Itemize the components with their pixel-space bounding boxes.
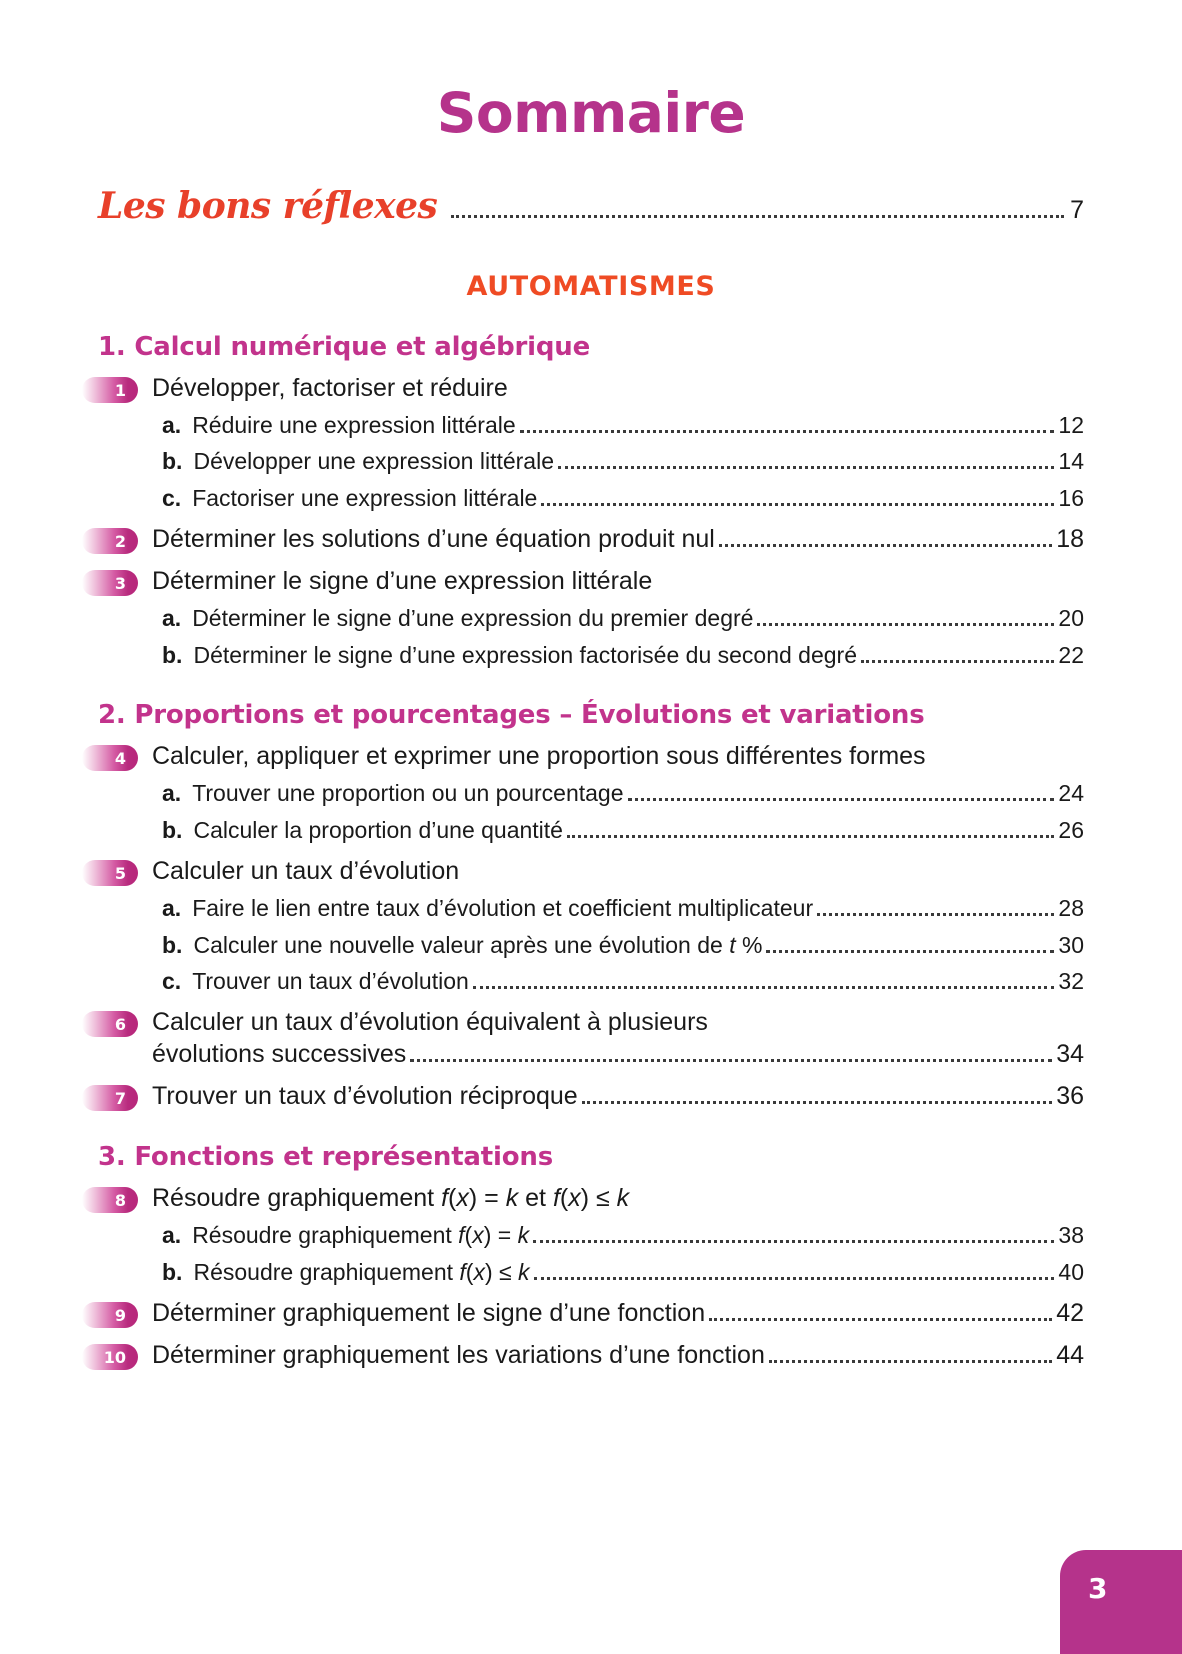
entry-body — [152, 1297, 1084, 1329]
toc-entry[interactable] — [82, 855, 1084, 887]
dot-leader — [567, 834, 1054, 838]
toc-entry[interactable] — [82, 740, 1084, 772]
entry-page-number: 40 — [1058, 1258, 1084, 1285]
entry-page-number: 34 — [1056, 1040, 1084, 1069]
entry-letter: a. — [162, 895, 182, 922]
entry-text: Calculer la proportion d’une quantité — [193, 816, 563, 843]
entry-number-badge: 10 — [82, 1344, 138, 1370]
subentry-body — [162, 1258, 1084, 1287]
toc-entry[interactable] — [82, 1297, 1084, 1329]
toc-entry[interactable] — [82, 1006, 1084, 1070]
entry-text: Calculer un taux d’évolution — [152, 857, 460, 886]
entry-letter: a. — [162, 780, 182, 807]
entry-body — [152, 1182, 1084, 1214]
entry-letter: b. — [162, 641, 183, 668]
toc-subentry[interactable] — [82, 447, 1084, 476]
dot-leader — [541, 502, 1054, 506]
dot-leader — [534, 1276, 1055, 1280]
entry-letter: a. — [162, 605, 182, 632]
entry-number-badge: 9 — [82, 1302, 138, 1328]
entry-text: Développer, factoriser et réduire — [152, 374, 508, 402]
dot-leader — [861, 659, 1054, 663]
toc-subentry[interactable] — [82, 1258, 1084, 1287]
entry-text: Trouver un taux d’évolution réciproque — [152, 1082, 578, 1111]
dot-leader — [558, 465, 1054, 469]
part-title: AUTOMATISMES — [466, 271, 716, 302]
entry-letter: a. — [162, 412, 182, 438]
entry-page-number: 22 — [1058, 641, 1084, 668]
page-title: Sommaire — [436, 81, 746, 145]
dot-leader — [817, 912, 1054, 916]
toc-entry[interactable] — [82, 523, 1084, 555]
toc-entry[interactable] — [82, 1080, 1084, 1112]
toc-subentry[interactable] — [82, 967, 1084, 996]
toc-subentry[interactable] — [82, 894, 1084, 923]
entry-letter: b. — [162, 448, 183, 475]
table-of-contents — [0, 332, 1182, 1371]
dot-leader — [533, 1239, 1054, 1243]
dot-leader — [520, 429, 1055, 433]
entry-text: Trouver un taux d’évolution — [192, 967, 469, 994]
dot-leader — [709, 1317, 1052, 1321]
subentry-body — [162, 641, 1084, 670]
chapter-heading: 3. Fonctions et représentations — [98, 1142, 553, 1173]
entry-body — [152, 855, 1084, 887]
dot-leader — [628, 797, 1055, 801]
toc-subentry[interactable] — [82, 779, 1084, 808]
intro-entry-page: 7 — [1070, 196, 1084, 224]
subentry-body — [162, 894, 1084, 923]
toc-subentry[interactable] — [82, 1221, 1084, 1250]
subentry-body — [162, 967, 1084, 996]
toc-entry[interactable] — [82, 372, 1084, 404]
entry-page-number: 16 — [1058, 484, 1084, 511]
dot-leader — [582, 1100, 1052, 1104]
entry-page-number: 28 — [1058, 895, 1084, 922]
entry-page-number: 42 — [1056, 1299, 1084, 1328]
entry-number-badge: 3 — [82, 570, 138, 596]
entry-letter: c. — [162, 484, 182, 511]
entry-body — [152, 1080, 1084, 1112]
entry-text: Factoriser une expression littérale — [192, 484, 538, 511]
toc-subentry[interactable] — [82, 931, 1084, 960]
dot-leader — [473, 985, 1055, 989]
entry-body — [152, 372, 1084, 404]
entry-text: Déterminer graphiquement les variations d’une fonction — [152, 1341, 765, 1370]
entry-text: Déterminer le signe d’une expression du premier degré — [192, 605, 754, 632]
dot-leader — [769, 1359, 1052, 1363]
entry-page-number: 44 — [1056, 1341, 1084, 1370]
entry-letter: b. — [162, 1258, 183, 1285]
subentry-body — [162, 931, 1084, 960]
entry-page-number: 32 — [1058, 967, 1084, 994]
toc-subentry[interactable] — [82, 484, 1084, 513]
page-number-value: 3 — [1088, 1572, 1108, 1605]
dot-leader — [719, 543, 1052, 547]
entry-page-number: 38 — [1058, 1222, 1084, 1249]
subentry-body — [162, 1221, 1084, 1250]
dot-leader — [757, 622, 1054, 626]
chapter-entries — [82, 372, 1084, 670]
entry-body — [152, 1006, 1084, 1070]
entry-page-number: 24 — [1058, 780, 1084, 807]
intro-entry-label: Les bons réflexes — [98, 185, 438, 227]
entry-text: Calculer un taux d’évolution équivalent à plusieurs — [152, 1008, 708, 1037]
entry-text: Résoudre graphiquement f(x) = k et f(x) ≤ k — [152, 1184, 630, 1213]
toc-entry[interactable] — [82, 565, 1084, 597]
entry-page-number: 18 — [1056, 525, 1084, 554]
entry-page-number: 30 — [1058, 931, 1084, 958]
toc-subentry[interactable] — [82, 641, 1084, 670]
entry-text: Réduire une expression littérale — [192, 412, 516, 438]
entry-letter: a. — [162, 1222, 182, 1249]
entry-number-badge: 7 — [82, 1085, 138, 1111]
entry-body — [152, 740, 1084, 772]
entry-number-badge: 1 — [82, 377, 138, 403]
entry-text: Déterminer le signe d’une expression littérale — [152, 567, 653, 596]
dot-leader — [766, 949, 1054, 953]
entry-text: évolutions successives — [152, 1040, 407, 1069]
toc-entry[interactable] — [82, 1339, 1084, 1371]
toc-subentry[interactable] — [82, 604, 1084, 633]
entry-number-badge: 2 — [82, 528, 138, 554]
entry-body — [152, 1339, 1084, 1371]
entry-number-badge: 5 — [82, 860, 138, 886]
entry-text: Calculer une nouvelle valeur après une évolution de t % — [193, 931, 763, 958]
entry-text: Déterminer les solutions d’une équation produit nul — [152, 525, 715, 554]
entry-number-badge: 4 — [82, 745, 138, 771]
dot-leader — [451, 214, 1064, 218]
entry-text: Déterminer le signe d’une expression factorisée du second degré — [193, 641, 858, 668]
subentry-body — [162, 411, 1084, 440]
entry-text: Développer une expression littérale — [193, 448, 554, 475]
entry-page-number: 26 — [1058, 816, 1084, 843]
subentry-body — [162, 604, 1084, 633]
entry-letter: b. — [162, 816, 183, 843]
entry-letter: b. — [162, 931, 183, 958]
entry-number-badge: 6 — [82, 1011, 138, 1037]
chapter-entries — [82, 1182, 1084, 1371]
toc-subentry[interactable] — [82, 816, 1084, 845]
entry-page-number: 20 — [1058, 605, 1084, 632]
entry-text: Résoudre graphiquement f(x) = k — [192, 1222, 530, 1249]
entry-text: Calculer, appliquer et exprimer une proportion sous différentes formes — [152, 742, 926, 771]
entry-body — [152, 523, 1084, 555]
entry-letter: c. — [162, 967, 182, 994]
toc-entry[interactable] — [82, 1182, 1084, 1214]
entry-text: Trouver une proportion ou un pourcentage — [192, 780, 624, 807]
entry-text: Résoudre graphiquement f(x) ≤ k — [193, 1258, 530, 1285]
subentry-body — [162, 447, 1084, 476]
entry-page-number: 12 — [1058, 412, 1084, 438]
entry-page-number: 36 — [1056, 1082, 1084, 1111]
dot-leader — [410, 1058, 1052, 1062]
page-number-badge — [1060, 1550, 1182, 1654]
subentry-body — [162, 779, 1084, 808]
toc-subentry[interactable] — [82, 411, 1084, 440]
subentry-body — [162, 484, 1084, 513]
chapter-heading: 1. Calcul numérique et algébrique — [98, 332, 591, 362]
subentry-body — [162, 816, 1084, 845]
intro-entry[interactable] — [98, 185, 1084, 227]
entry-text: Déterminer graphiquement le signe d’une fonction — [152, 1299, 706, 1328]
entry-number-badge: 8 — [82, 1187, 138, 1213]
chapter-entries — [82, 740, 1084, 1112]
entry-body — [152, 565, 1084, 597]
entry-page-number: 14 — [1058, 448, 1084, 475]
entry-text: Faire le lien entre taux d’évolution et coefficient multiplicateur — [192, 895, 814, 922]
chapter-heading: 2. Proportions et pourcentages – Évolutions et variations — [98, 700, 925, 731]
